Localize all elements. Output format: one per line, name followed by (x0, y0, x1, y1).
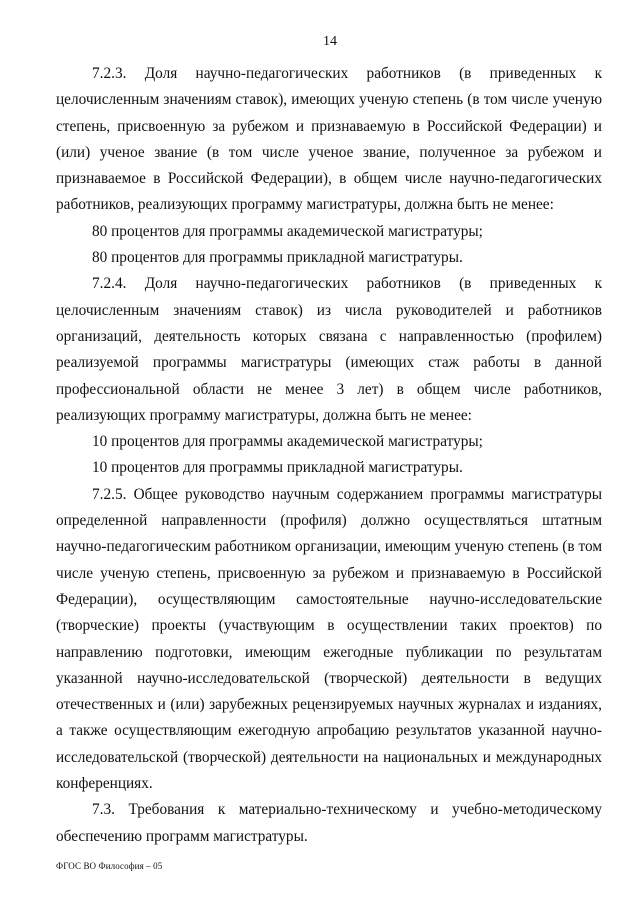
document-body (56, 61, 602, 850)
paragraph-7-2-3: 7.2.3. Доля научно-педагогических работников (в приведенных к целочисленным значениям ставок), имеющих ученую степень (в том числе ученую степень, присвоенную за рубежом и признаваемую в Российской Федерации) и (или) ученое звание (в том числе ученое звание, полученное за рубежом и признаваемое в Российской Федерации), в общем числе научно-педагогических работников, реализующих программу магистратуры, должна быть не менее: (56, 65, 602, 214)
paragraph-applied-10: 10 процентов для программы прикладной магистратуры. (92, 459, 463, 477)
paragraph-academic-10: 10 процентов для программы академической магистратуры; (92, 433, 483, 451)
paragraph-7-2-4: 7.2.4. Доля научно-педагогических работников (в приведенных к целочисленным значениям ставок) из числа руководителей и работников организаций, деятельность которых связана с направленностью (профилем) реализуемой программы магистратуры (имеющих стаж работы в данной профессиональной области не менее 3 лет) в общем числе работников, реализующих программу магистратуры, должна быть не менее: (56, 275, 602, 424)
paragraph-academic-80: 80 процентов для программы академической магистратуры; (92, 222, 483, 240)
paragraph-applied-80: 80 процентов для программы прикладной магистратуры. (92, 249, 463, 267)
footer-document-code: ФГОС ВО Философия – 05 (56, 861, 163, 871)
paragraph-7-2-5: 7.2.5. Общее руководство научным содержанием программы магистратуры определенной направленности (профиля) должно осуществляться штатным научно-педагогическим работником организации, имеющим ученую степень (в том числе ученую степень, присвоенную за рубежом и признаваемую в Российской Федерации), осуществляющим самостоятельные научно-исследовательские (творческие) проекты (участвующим в осуществлении таких проектов) по направлению подготовки, имеющим ежегодные публикации по результатам указанной научно-исследовательской (творческой) деятельности в ведущих отечественных и (или) зарубежных рецензируемых научных журналах и изданиях, а также осуществляющим ежегодную апробацию результатов указанной научно-исследовательской (творческой) деятельности на национальных и международных конференциях. (56, 485, 602, 793)
page-number: 14 (323, 34, 337, 49)
paragraph-7-3: 7.3. Требования к материально-техническому и учебно-методическому обеспечению программ магистратуры. (56, 801, 602, 845)
